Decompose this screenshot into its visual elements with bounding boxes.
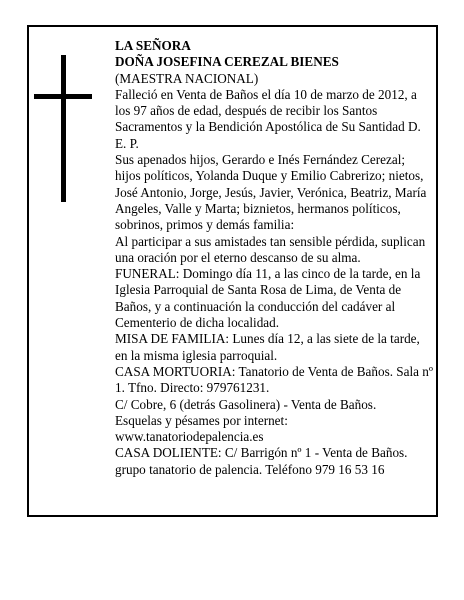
funeral-paragraph: FUNERAL: Domingo día 11, a las cinco de la tarde, en la Iglesia Parroquial de Santa Rosa de Lima, de Venta de Baños, y a continuación la conducción del cadáver al Cementerio de dicha localidad. — [115, 266, 421, 331]
obituary-text — [115, 38, 433, 478]
death-notice-paragraph: Falleció en Venta de Baños el día 10 de marzo de 2012, a los 97 años de edad, después de recibir los Santos Sacramentos y la Bendición Apostólica de Su Santidad D. E. P. — [115, 86, 421, 151]
cross-horizontal-bar — [34, 94, 92, 99]
family-paragraph: Sus apenados hijos, Gerardo e Inés Fernández Cerezal; hijos políticos, Yolanda Duque y Emilio Cabrerizo; nietos, José Antonio, Jorge, Jesús, Javier, Verónica, Beatriz, María Angeles, Valle y Marta; biznietos, hermanos políticos, sobrinos, primos y demás familia: — [115, 152, 427, 233]
funeral-home-paragraph: CASA MORTUORIA: Tanatorio de Venta de Baños. Sala nº 1. Tfno. Directo: 979761231. — [115, 363, 433, 396]
family-home-address: CASA DOLIENTE: C/ Barrigón nº 1 - Venta de Baños. — [115, 445, 408, 461]
website-url: www.tanatoriodepalencia.es — [115, 429, 264, 445]
deceased-profession: (MAESTRA NACIONAL) — [115, 70, 259, 86]
funeral-home-address: C/ Cobre, 6 (detrás Gasolinera) - Venta de Baños. — [115, 396, 377, 412]
cross-icon — [34, 55, 92, 202]
family-mass-paragraph: MISA DE FAMILIA: Lunes día 12, a las siete de la tarde, en la misma iglesia parroquial. — [115, 331, 420, 363]
deceased-name: DOÑA JOSEFINA CEREZAL BIENES — [115, 54, 339, 70]
contact-phone-line: grupo tanatorio de palencia. Teléfono 979 16 53 16 — [115, 461, 385, 477]
heading-title: LA SEÑORA — [115, 38, 191, 53]
prayer-request-paragraph: Al participar a sus amistades tan sensible pérdida, suplican una oración por el eterno descanso de su alma. — [115, 233, 426, 265]
internet-notice-line: Esquelas y pésames por internet: — [115, 412, 288, 428]
cross-vertical-bar — [61, 55, 66, 202]
